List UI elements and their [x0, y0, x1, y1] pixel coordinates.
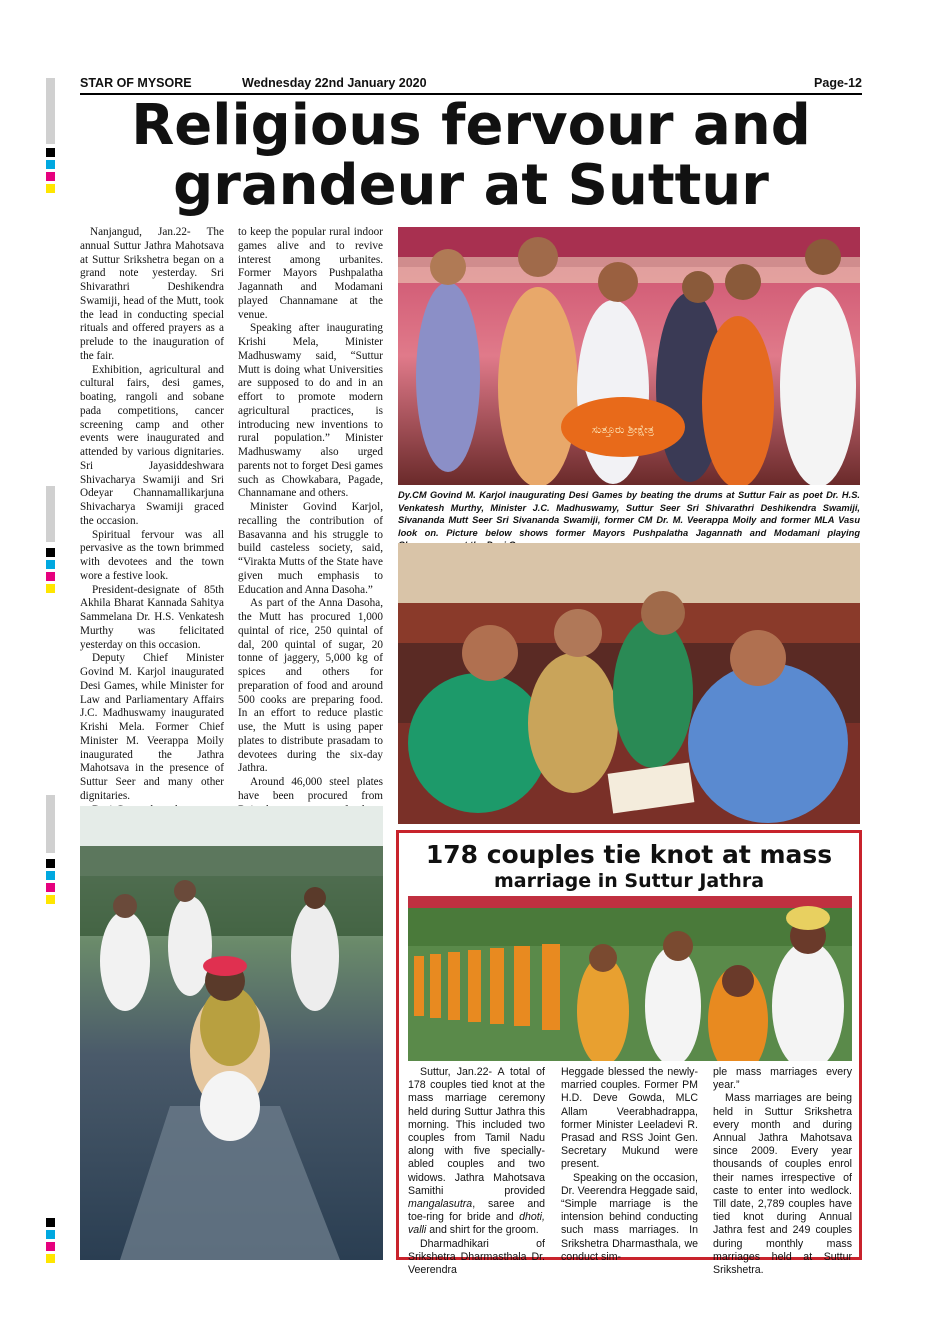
box-headline-line-1: 178 couples tie knot at mass — [425, 840, 833, 869]
photo-channamane-game — [398, 543, 860, 824]
paper-name: STAR OF MYSORE — [80, 76, 192, 90]
article-paragraph: Around 46,000 steel plates have been procured from — [238, 776, 383, 802]
page-headline — [80, 93, 862, 218]
article-paragraph: Deputy Chief Minister Govind M. Karjol inaugurated Desi Games, while Minister for Law and Parliamentary Affairs J.C. Madhuswamy inaugurated Krishi Mela. Former Chief Minister M. Veerappa Moily inaugurated the Jathra Mahotsava in the presence of Suttur Seer and many other dignitaries. — [80, 652, 224, 802]
box-paragraph: Heggade blessed the newly- married couples. Former PM H.D. Deve Gowda, MLC Allam Veerabhadrappa, former Minister Leeladevi R. Prasad and RSS Joint Gen. Secretary Mukund were present. — [561, 1066, 698, 1171]
box-paragraph: ple mass marriages every year.” — [713, 1066, 852, 1092]
article-paragraph: Exhibition, agricultural and cultural fairs, desi games, boating, rangoli and sobane pada competitions, cancer screening camp and other events were inaugurated and attended by various dignitaries. Sri Jayasiddeshwara Shivacharya Swamiji and Sri Odeyar Channamallikarjuna Shivacharya Swamiji graced the occasion. — [80, 363, 224, 527]
emphasis-term: dhoti, valli — [408, 1211, 545, 1237]
headline-line-2: grandeur at Suttur — [173, 153, 769, 218]
photo-fire-walk — [80, 806, 383, 1260]
masthead — [80, 76, 862, 94]
article-paragraph: Minister Govind Karjol, recalling the contribution of Basavanna and his struggle to build casteless society, said, “Virakta Mutts of the State have given much emphasis to Education and Anna Dasoha.” — [238, 501, 383, 596]
page-number: Page-12 — [814, 76, 862, 90]
article-paragraph: As part of the Anna Dasoha, the Mutt has procured 1,000 quintal of rice, 250 quintal of dal, 200 quintal of sugar, 20 tonne of jaggery, 5,000 kg of spices and others for preparation of food and around 500 cooks are preparing food. In an effort to reduce plastic use, the Mutt is using paper plates to distribute prasadam to devotees during the six-day Jathra. — [238, 597, 383, 775]
article-column-1 — [80, 226, 224, 831]
photo-dignitaries-desi-games — [398, 227, 860, 485]
box-headline-line-2: marriage in Suttur Jathra — [493, 870, 765, 892]
article-paragraph: to keep the popular rural indoor games alive and to revive interest among urbanites. Former Mayors Pushpalatha Jagannath and Modamani played Channamane at the venue. — [238, 226, 383, 321]
box-paragraph: Suttur, Jan.22- A total of 178 couples tied knot at the mass marriage ceremony held during Suttur Jathra this morning. This included two couples from Tamil Nadu along with five specially-abled couples and two widows. Jathra Mahotsava Samithi provided mangalasutra, saree and toe-ring for bride and dhoti, valli and shirt for the groom. — [408, 1066, 545, 1237]
box-paragraph: Speaking on the occasion, Dr. Veerendra Heggade said, “Simple marriage is the intension behind conducting such mass marriages. In Srikshetra Dharmasthala, we conduct sim- — [561, 1171, 698, 1263]
box-column-3 — [713, 1066, 852, 1277]
emphasis-term: mangalasutra — [408, 1198, 473, 1211]
box-column-2 — [561, 1066, 698, 1264]
article-column-2 — [238, 226, 383, 831]
registration-mark-top — [46, 78, 55, 193]
article-paragraph: Speaking after inaugurating Krishi Mela, Minister Madhuswamy said, “Suttur Mutt is doing what Universities are supposed to do and in an effort to promote modern agricultural practices, is introducing new inventions to rural population.” Minister Madhuswamy also urged parents not to forget Desi games such as Chowkabara, Pagade, Channamane and others. — [238, 322, 383, 500]
box-paragraph: Mass marriages are being held in Suttur Srikshetra every month and during Annual Jathra Mahotsava since 2009. Every year thousands of couples enrol their names irrespective of caste to enter into wedlock. Till date, 2,789 couples have tied knot during Annual Jathra fest and 249 couples during monthly mass marriages held at Suttur Srikshetra. — [713, 1092, 852, 1277]
article-paragraph: Nanjangud, Jan.22- The annual Suttur Jathra Mahotsava at Suttur Srikshetra began on a grand note yesterday. Sri Shivarathri Deshikendra Swamiji, head of the Mutt, took the lead in conducting special rituals and offered prayers as a prelude to the inauguration of the fair. — [80, 226, 224, 362]
article-paragraph: President-designate of 85th Akhila Bharat Kannada Sahitya Sammelana Dr. H.S. Venkatesh Murthy was felicitated yesterday on this occasion. — [80, 583, 224, 651]
drum-banner-text: ಸುತ್ತೂರು ಶ್ರೀಕ್ಷೇತ್ರ — [591, 423, 655, 436]
photo-mass-marriage-couples — [408, 896, 852, 1061]
registration-mark-lower — [46, 795, 55, 904]
registration-mark-mid — [46, 486, 55, 593]
box-column-1 — [408, 1066, 545, 1277]
registration-mark-bottom — [46, 1218, 55, 1263]
box-paragraph: Dharmadhikari of Srikshetra Dharmasthala Dr. Veerendra — [408, 1237, 545, 1277]
headline-line-1: Religious fervour and — [131, 93, 811, 158]
issue-date: Wednesday 22nd January 2020 — [242, 76, 427, 90]
article-paragraph: Spiritual fervour was all pervasive as the town brimmed with devotees and the town wore a festive look. — [80, 528, 224, 582]
photo-caption: Dy.CM Govind M. Karjol inaugurating Desi Games by beating the drums at Suttur Fair as poet Dr. H.S. Venkatesh Murthy, Minister J.C. Madhuswamy, Suttur Seer Sri Shivarathri Deshikendra Swamiji, Sivananda Mutt Seer Sri Sivananda Swamiji, former CM Dr. M. Veerappa Moily and former MLA Vasu look on. Picture below shows former Mayors Pushpalatha Jagannath and Modamani playing — [398, 490, 860, 538]
